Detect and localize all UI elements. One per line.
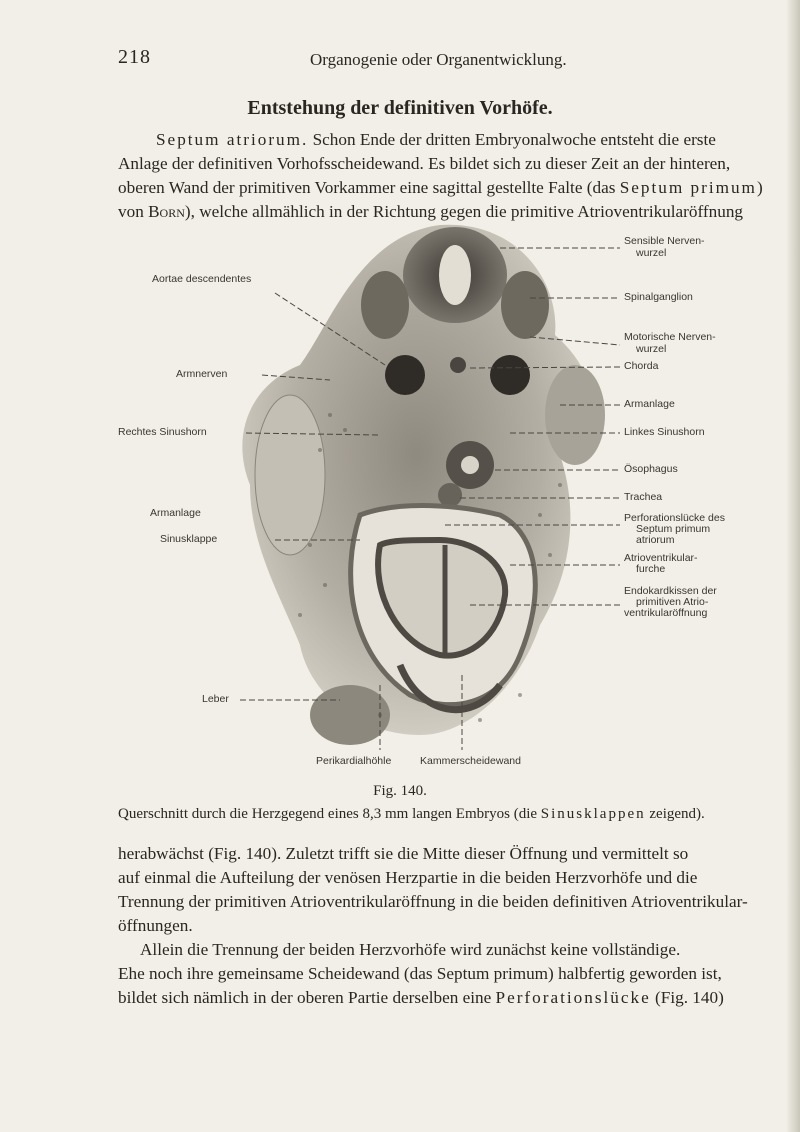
label-sensible-nervenwurzel-2: wurzel <box>636 247 667 259</box>
figure-number: Fig. 140. <box>373 783 427 799</box>
spinal-ganglion-left <box>361 271 409 339</box>
paragraph-3: Allein die Trennung der beiden Herzvorhöfe wird zunächst keine vollständige. Ehe noch ihre gemeinsame Scheidewand (das Septum primum) halbfertig geworden ist, bildet sich nämlich in der oberen Partie derselben eine Perforationslücke (Fig. 140) <box>118 940 724 1007</box>
arm-bud-left <box>545 365 605 465</box>
paragraph-2: herabwächst (Fig. 140). Zuletzt trifft sie die Mitte dieser Öffnung und vermittelt so auf einmal die Aufteilung der venösen Herzpartie in die beiden Herzvorhöfe und die Trennung der primitiven Atrioventrikularöffnung in die beiden definitiven Atrioventrikular- öffnungen. <box>118 844 748 935</box>
trachea <box>438 483 462 507</box>
label-sensible-nervenwurzel-1: Sensible Nerven- <box>624 235 705 247</box>
label-leber: Leber <box>202 693 229 705</box>
label-motorische-nervenwurzel-1: Motorische Nerven- <box>624 331 716 343</box>
label-perforationsluecke-1: Perforationslücke des <box>624 512 725 524</box>
aorta-right <box>385 355 425 395</box>
label-motorische-nervenwurzel-2: wurzel <box>636 343 667 355</box>
label-atrioventrikularfurche-1: Atrioventrikular- <box>624 552 698 564</box>
neural-canal <box>439 245 471 305</box>
label-rechtes-sinushorn: Rechtes Sinushorn <box>118 426 207 438</box>
label-armanlage-right: Armanlage <box>624 398 675 410</box>
label-spinalganglion: Spinalganglion <box>624 291 693 303</box>
label-oesophagus: Ösophagus <box>624 463 678 475</box>
caption-term-sinusklappen: Sinusklappen <box>540 806 646 822</box>
author-born: Born <box>148 202 185 221</box>
label-endokardkissen-2: primitiven Atrio- <box>636 596 709 608</box>
label-aortae-descendentes: Aortae descendentes <box>152 273 252 285</box>
label-chorda: Chorda <box>624 360 659 372</box>
paragraph-1: Septum atriorum. Schon Ende der dritten Embryonalwoche entsteht die erste Anlage der definitiven Vorhofsscheidewand. Es bildet sich zu dieser Zeit an der hinteren, oberen Wand der primitiven Vorkammer eine sagittal gestellte Falte (das Septum primum) von Born), welche allmählich in der Richtung gegen die primitive Atrioventrikularöffnung <box>118 130 763 221</box>
label-perforationsluecke-3: atriorum <box>636 534 675 546</box>
label-trachea: Trachea <box>624 491 663 503</box>
running-title: Organogenie oder Organentwicklung. <box>310 50 567 69</box>
spinal-ganglion-right <box>501 271 549 339</box>
page-number: 218 <box>118 46 151 68</box>
term-perforationsluecke: Perforationslücke <box>495 988 651 1007</box>
term-septum-atriorum: Septum atriorum. <box>156 130 309 149</box>
label-linkes-sinushorn: Linkes Sinushorn <box>624 426 705 438</box>
label-perforationsluecke-2: Septum primum <box>636 523 711 535</box>
chorda <box>450 357 466 373</box>
label-atrioventrikularfurche-2: furche <box>636 563 666 575</box>
label-armanlage-left: Armanlage <box>150 507 201 519</box>
figure-140 <box>0 215 800 770</box>
section-title: Entstehung der definitiven Vorhöfe. <box>247 97 553 119</box>
esophagus-lumen <box>461 456 479 474</box>
label-endokardkissen-1: Endokardkissen der <box>624 585 717 597</box>
term-septum-primum: Septum primum <box>619 178 757 197</box>
label-sinusklappe: Sinusklappe <box>160 533 218 545</box>
label-perikardialhoehle: Perikardialhöhle <box>316 755 392 767</box>
label-armnerven: Armnerven <box>176 368 228 380</box>
aorta-left <box>490 355 530 395</box>
figure-caption: Querschnitt durch die Herzgegend eines 8,3 mm langen Embryos (die Sinusklappen zeigend). <box>118 806 705 822</box>
arm-bud-right <box>255 395 325 555</box>
label-endokardkissen-3: ventrikularöffnung <box>624 607 708 619</box>
label-kammerscheidewand: Kammerscheidewand <box>420 755 521 767</box>
